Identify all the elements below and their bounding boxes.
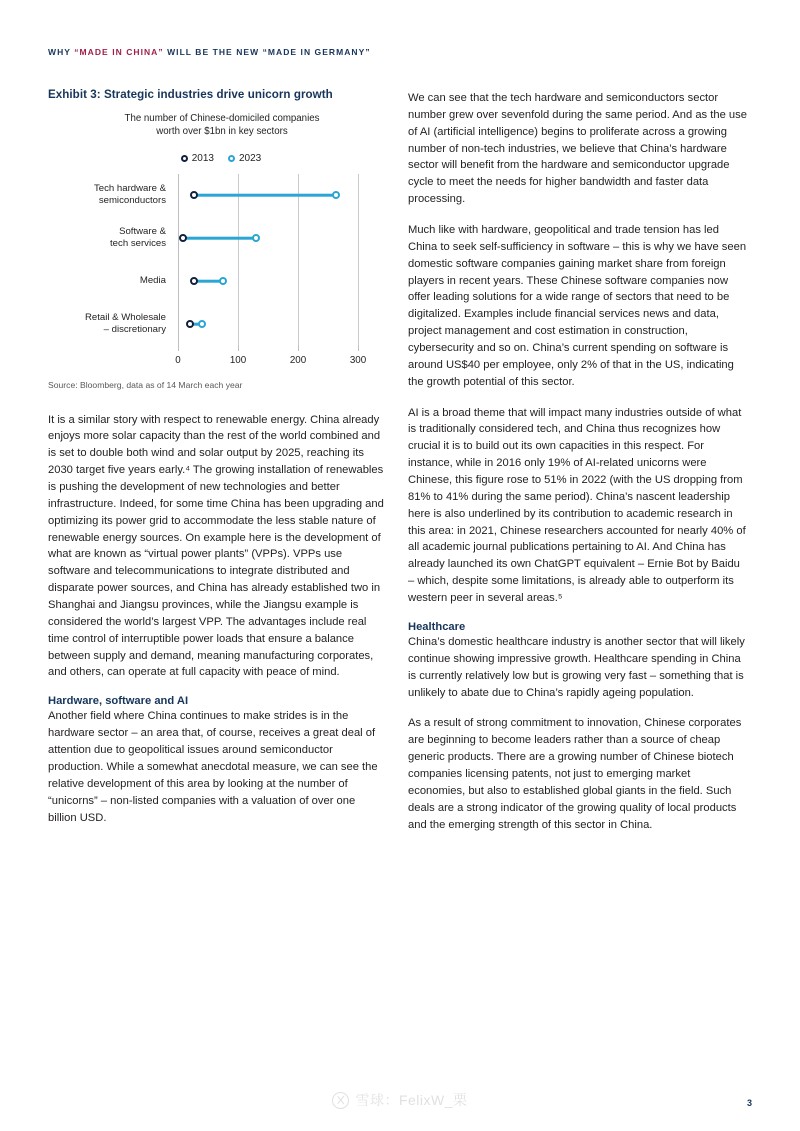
exhibit-3: [48, 88, 386, 390]
x-tick-label: 0: [175, 354, 181, 366]
running-header: [48, 47, 371, 57]
paragraph-tech-hardware: We can see that the tech hardware and semiconductors sector number grew over sevenfold during the same period. And as the use of AI (artificial intelligence) begins to proliferate across a growing number of non-tech industries, we believe that China’s hardware sector will benefit from the hardware and semiconductor upgrade cycle to meet the needs for higher bandwidth and faster data processing.: [408, 92, 747, 206]
left-column-body: [48, 412, 386, 827]
datapoint-marker-2023: [252, 234, 260, 242]
chart-row: [48, 217, 386, 260]
exhibit-subtitle-line1: The number of Chinese-domiciled companies: [124, 113, 320, 124]
chart-datapoint-group: [174, 174, 360, 217]
chart-category-label: Tech hardware & semiconductors: [94, 183, 166, 207]
running-header-part1: WHY: [48, 47, 75, 57]
circle-marker-icon: [181, 155, 188, 162]
dumbbell-connector: [183, 237, 256, 240]
paragraph-software: Much like with hardware, geopolitical and trade tension has led China to seek self-sufficiency in software – this is why we have seen domestic software companies gaining market share from foreign players in recent years. These Chinese software companies now offer leading solutions for a wide range of sectors that need to be digitalized. Examples include financial services news and data, project management and cost estimation in construction, cybersecurity and so on. China’s current spending on software is around US$40 per employee, only 2% of that in the US, indicating the growth potential of this sector.: [408, 224, 747, 388]
x-tick: [298, 346, 299, 351]
paragraph-ai: AI is a broad theme that will impact many industries outside of what is traditionally considered tech, and China thus recognizes how crucial it is to build out its own capacities in this respect. For instance, while in 2016 only 19% of AI-related unicorns were Chinese, this figure rose to 51% in 2022 (with the US dropping from 81% to 41% during the same period). China’s nascent leadership here is also underlined by its contribution to academic research in this area: in 2021, Chinese researchers accounted for nearly 40% of all academic journal publications pertaining to AI. And China has already launched its own ChatGPT equivalent – Ernie Bot by Baidu – which, despite some limitations, is already able to outperform its western peer in several areas.⁵: [408, 406, 746, 605]
dumbbell-chart: [48, 174, 386, 372]
chart-x-axis: [175, 346, 367, 372]
x-tick: [178, 346, 179, 351]
running-header-part4: “MADE IN GERMANY”: [262, 47, 371, 57]
chart-row: [48, 174, 386, 217]
x-tick-label: 100: [229, 354, 247, 366]
watermark-text: 雪球：FelixW_栗: [355, 1092, 468, 1108]
chart-category-label: Software & tech services: [110, 226, 166, 250]
datapoint-marker-2013: [190, 277, 198, 285]
chart-row: [48, 260, 386, 303]
left-column: [48, 88, 386, 826]
paragraph-renewables: It is a similar story with respect to renewable energy. China already enjoys more solar capacity than the rest of the world combined and is set to double both wind and solar output by 2025, reaching its 2030 target five years early.⁴ The growing installation of renewables is pushing the development of new technologies and better infrastructure. Indeed, for some time China has been upgrading and optimizing its power grid to accommodate the less stable nature of renewable energy sources. On example here is the development of what are known as “virtual power plants” (VPPs). VPPs use software and telecommunications to integrate distributed and disparate power sources, and China has already established two in Shanghai and Jiangsu provinces, while the Jiangsu example is considered the world’s largest VPP. The advantages include real time control of interruptible power loads that ensure a balance between supply and demand, meaning manufacturing corporates, and others, can operate at full capacity with peace of mind.: [48, 413, 384, 679]
datapoint-marker-2013: [179, 234, 187, 242]
watermark: [0, 1090, 800, 1110]
chart-row: [48, 303, 386, 346]
exhibit-subtitle-line2: worth over $1bn in key sectors: [156, 125, 288, 137]
dumbbell-connector: [194, 194, 336, 197]
chart-datapoint-group: [174, 217, 360, 260]
subhead-hardware-software-ai: Hardware, software and AI: [48, 695, 189, 708]
chart-category-label: Media: [139, 275, 166, 287]
x-tick-label: 300: [349, 354, 367, 366]
x-tick-label: 200: [289, 354, 307, 366]
exhibit-title: Exhibit 3: Strategic industries drive unicorn growth: [48, 88, 333, 101]
chart-rows: [48, 174, 386, 346]
datapoint-marker-2013: [186, 320, 194, 328]
datapoint-marker-2013: [190, 191, 198, 199]
x-tick: [358, 346, 359, 351]
chart-legend: [56, 153, 386, 164]
datapoint-marker-2023: [219, 277, 227, 285]
datapoint-marker-2023: [332, 191, 340, 199]
chart-source-note: Source: Bloomberg, data as of 14 March each year: [48, 379, 243, 390]
exhibit-subtitle: [48, 113, 386, 139]
paragraph-biotech: As a result of strong commitment to innovation, Chinese corporates are beginning to become leaders rather than a source of cheap generic products. There are a growing number of Chinese biotech companies licensing patents, not just to emerging market economies, but also to established global giants in the field. Such deals are a strong indicator of the growing quality of local products and the emerging strength of this sector in China.: [408, 717, 742, 831]
legend-label-2023: 2023: [239, 152, 262, 164]
running-header-part2: “MADE IN CHINA”: [74, 47, 164, 57]
subhead-healthcare: Healthcare: [408, 620, 466, 633]
circle-marker-icon: [228, 155, 235, 162]
right-column: [408, 90, 748, 833]
xueqiu-logo-icon: [332, 1092, 349, 1109]
chart-category-label: Retail & Wholesale – discretionary: [84, 312, 166, 336]
datapoint-marker-2023: [198, 320, 206, 328]
running-header-part3: WILL BE THE NEW: [163, 47, 263, 57]
chart-datapoint-group: [174, 303, 360, 346]
paragraph-hardware: Another field where China continues to make strides is in the hardware sector – an area that, of course, receives a great deal of attention due to geopolitical issues around semiconductor production. While a somewhat anecdotal measure, we can see the relative development of this area by looking at the number of “unicorns” – non-listed companies with a valuation of over one billion USD.: [48, 710, 378, 824]
chart-datapoint-group: [174, 260, 360, 303]
paragraph-healthcare: China’s domestic healthcare industry is another sector that will likely continue showing impressive growth. Healthcare spending in China is currently relatively low but is growing very fast – something that is unlikely to abate due to China’s rapidly ageing population.: [408, 635, 745, 699]
x-tick: [238, 346, 239, 351]
page-number: 3: [746, 1098, 752, 1108]
legend-label-2013: 2013: [191, 152, 214, 164]
legend-item-2023: [228, 153, 261, 164]
legend-item-2013: [181, 153, 214, 164]
